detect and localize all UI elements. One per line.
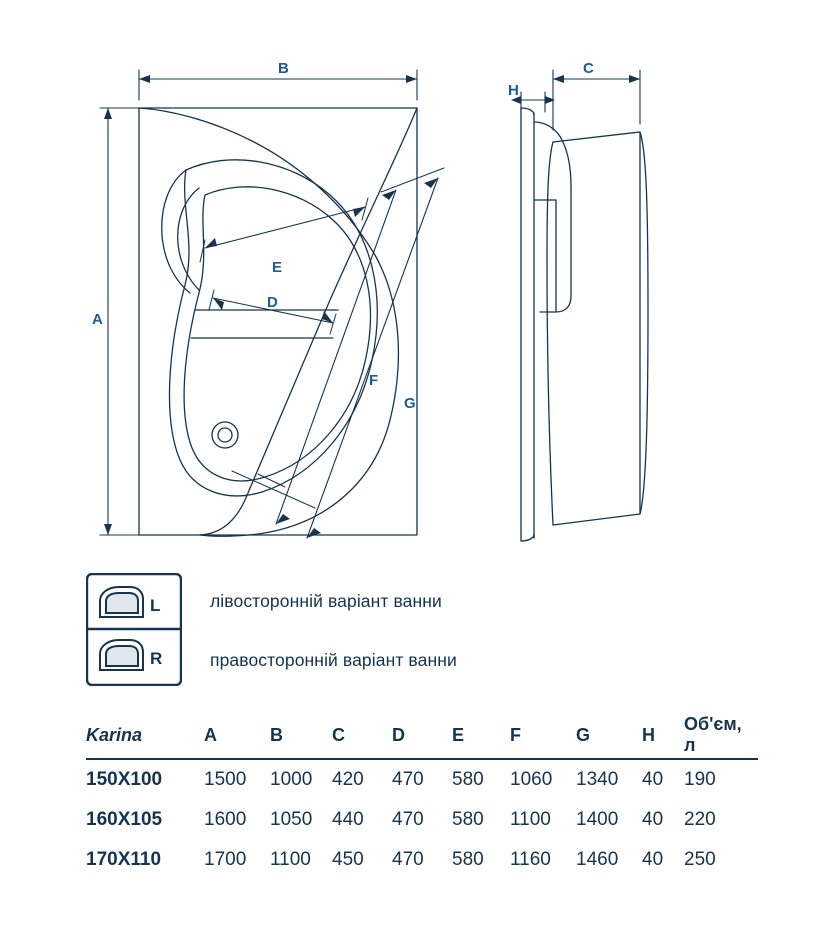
column-header-c: C xyxy=(332,712,392,759)
cell-volume: 190 xyxy=(684,769,716,790)
dimension-label-a: A xyxy=(92,311,103,328)
specification-table-wrapper xyxy=(86,712,758,880)
column-header-b: B xyxy=(270,712,332,759)
dimension-label-d: D xyxy=(267,294,278,311)
table-header-row xyxy=(86,712,758,759)
column-header-d: D xyxy=(392,712,452,759)
cell-h: 40 xyxy=(642,769,664,790)
dimension-label-f: F xyxy=(369,372,379,389)
cell-d: 470 xyxy=(392,849,424,870)
column-header-volume: Об'єм, л xyxy=(684,712,758,759)
cell-a: 1700 xyxy=(204,849,247,870)
table-row xyxy=(86,840,758,880)
variant-left-marker: L xyxy=(150,596,161,615)
dimension-label-h: H xyxy=(508,82,519,99)
column-header-model: Karina xyxy=(86,712,204,759)
cell-g: 1460 xyxy=(576,849,619,870)
cell-volume: 250 xyxy=(684,849,716,870)
cell-b: 1050 xyxy=(270,809,313,830)
cell-a: 1500 xyxy=(204,769,247,790)
column-header-f: F xyxy=(510,712,576,759)
variant-icon-box xyxy=(86,573,182,686)
cell-c: 420 xyxy=(332,769,364,790)
column-header-e: E xyxy=(452,712,510,759)
cell-f: 1060 xyxy=(510,769,553,790)
cell-h: 40 xyxy=(642,849,664,870)
column-header-a: A xyxy=(204,712,270,759)
cell-volume: 220 xyxy=(684,809,716,830)
cell-model: 160X105 xyxy=(86,809,163,830)
cell-b: 1000 xyxy=(270,769,313,790)
cell-f: 1160 xyxy=(510,849,551,870)
cell-model: 150X100 xyxy=(86,769,163,790)
cell-model: 170X110 xyxy=(86,849,162,870)
dimension-label-e: E xyxy=(272,259,283,276)
variant-legend-texts xyxy=(210,573,770,686)
cell-b: 1100 xyxy=(270,849,311,870)
variant-right-marker: R xyxy=(150,649,163,668)
cell-h: 40 xyxy=(642,809,664,830)
dimension-label-b: B xyxy=(278,60,289,77)
table-row xyxy=(86,800,758,840)
variant-left-text: лівосторонній варіант ванни xyxy=(210,591,442,611)
variant-legend xyxy=(86,573,786,693)
cell-e: 580 xyxy=(452,809,484,830)
cell-e: 580 xyxy=(452,849,484,870)
cell-g: 1340 xyxy=(576,769,619,790)
cell-f: 1100 xyxy=(510,809,551,830)
table-header xyxy=(86,712,758,759)
cell-c: 450 xyxy=(332,849,364,870)
variant-right-text: правосторонній варіант ванни xyxy=(210,650,457,670)
cell-d: 470 xyxy=(392,769,424,790)
cell-g: 1400 xyxy=(576,809,619,830)
column-header-g: G xyxy=(576,712,642,759)
cell-a: 1600 xyxy=(204,809,247,830)
dimension-label-g: G xyxy=(404,395,416,412)
column-header-h: H xyxy=(642,712,684,759)
cell-c: 440 xyxy=(332,809,364,830)
table-body xyxy=(86,759,758,880)
table-row xyxy=(86,759,758,800)
cell-e: 580 xyxy=(452,769,484,790)
cell-d: 470 xyxy=(392,809,424,830)
dimension-label-c: C xyxy=(583,60,594,77)
specification-table xyxy=(86,712,758,880)
